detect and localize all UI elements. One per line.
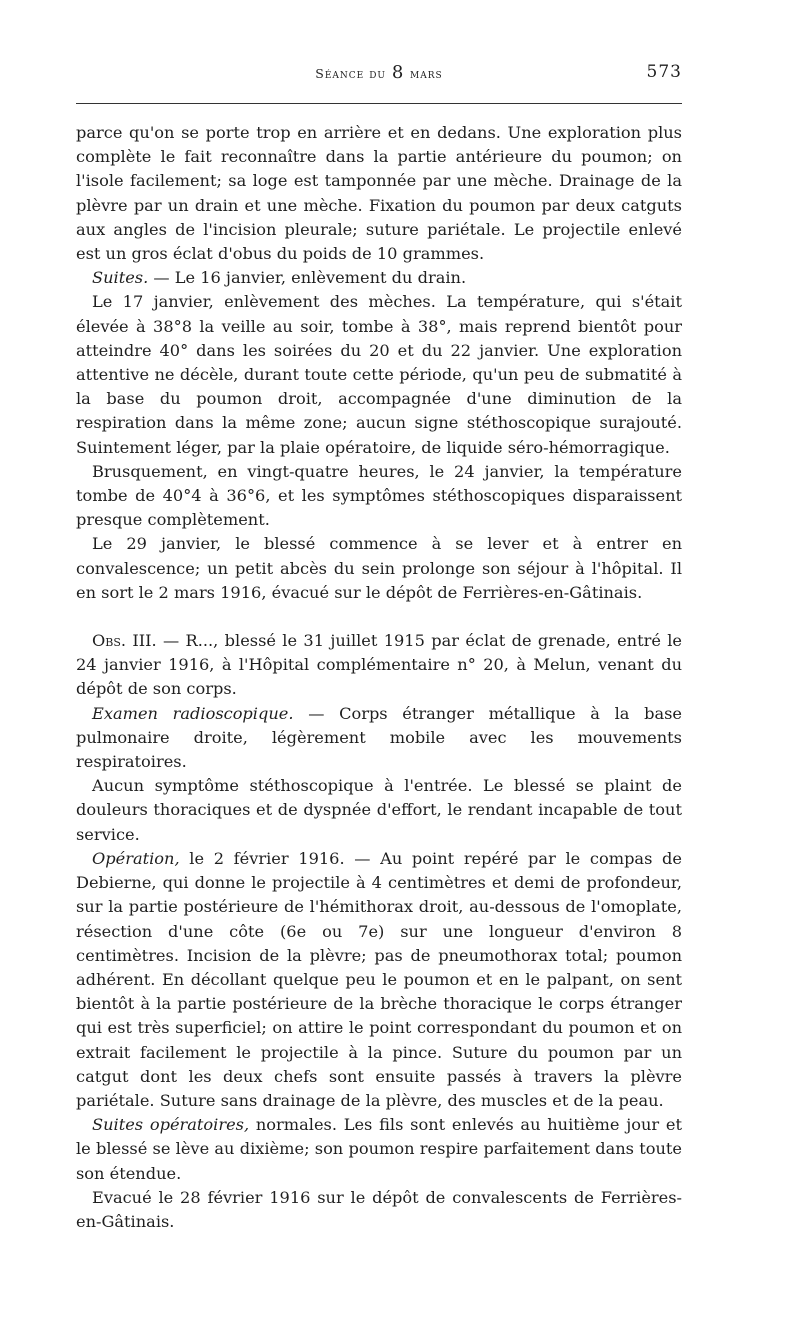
paragraph: Evacué le 28 février 1916 sur le dépôt de convalescents de Ferrières-en-Gâtinais. [76,1187,682,1231]
observation-label: Obs. III. [92,631,157,651]
running-title [76,62,682,83]
paragraph [76,266,682,290]
paragraph-label: Suites. [92,268,149,288]
paragraph: Brusquement, en vingt-quatre heures, le 24 janvier, la température tombe de 40°4 à 36°6, et les symptômes stéthoscopiques disparaissent presque complètement. [76,461,682,530]
paragraph [76,847,682,1113]
paragraph: Le 17 janvier, enlèvement des mèches. La température, qui s'était élevée à 38°8 la veille au soir, tombe à 38°, mais reprend bientôt pour atteindre 40° dans les soirées du 20 et du 22 janvier. Une exploration attentive ne décèle, durant toute cette période, qu'un peu de submatité à la base du poumon droit, accompagnée d'une diminution de la respiration dans la même zone; aucun signe stéthoscopique surajouté. Suintement léger, par la plaie opératoire, de liquide séro-hémorragique. [76,292,682,457]
running-title-day: 8 [391,62,405,83]
paragraph-text: normales. Les fils sont enlevés au huitième jour et le blessé se lève au dixième; son poumon respire parfaitement dans toute son étendue. [76,1115,682,1183]
paragraph: parce qu'on se porte trop en arrière et en dedans. Une exploration plus complète le fait reconnaître dans la partie antérieure du poumon; on l'isole facilement; sa loge est tamponnée par une mèche. Drainage de la plèvre par un drain et une mèche. Fixation du poumon par deux catguts aux angles de l'incision pleurale; suture pariétale. Le projectile enlevé est un gros éclat d'obus du poids de 10 grammes. [76,123,682,264]
header-rule [76,103,682,104]
paragraph [76,629,682,702]
paragraph-label: Suites opératoires, [92,1115,250,1135]
paragraph: Le 29 janvier, le blessé commence à se lever et à entrer en convalescence; un petit abcès du sein prolonge son séjour à l'hôpital. Il en sort le 2 mars 1916, évacué sur le dépôt de Ferrières-en-Gâtinais. [76,534,682,602]
paragraph-text: — R..., blessé le 31 juillet 1915 par éclat de grenade, entré le 24 janvier 1916, à l'Hôpital complémentaire n° 20, à Melun, venant du dépôt de son corps. [76,631,683,699]
paragraph-text: — Corps étranger métallique à la base pulmonaire droite, légèrement mobile avec les mouvements respiratoires. [76,703,683,772]
running-header [76,62,682,90]
paragraph-text: — Le 16 janvier, enlèvement du drain. [148,268,467,288]
running-title-text: Séance du [315,66,387,81]
body-text [76,121,682,1234]
page-number: 573 [646,62,682,82]
paragraph-label: Opération, [92,848,180,868]
paragraph-text: le 2 février 1916. — Au point repéré par le compas de Debierne, qui donne le projectile à 4 centimètres et demi de profondeur, sur la partie postérieure de l'hémithorax droit, au-dessous de l'omoplate, résection d'une côte (6e ou 7e) sur une longueur d'environ 8 centimètres. Incision de la plèvre; pas de pneumothorax total; poumon adhérent. En décollant quelque peu le poumon et en le palpant, on sent bientôt à la partie postérieure de la brèche thoracique le corps étranger qui est très superficiel; on attire le point correspondant du poumon et on extrait facilement le projectile à la pince. Suture du poumon par un catgut dont les deux chefs sont ensuite passés à travers la plèvre pariétale. Suture sans drainage de la plèvre, des muscles et de la peau. [76,848,682,1110]
paragraph [76,702,682,775]
running-title-month: mars [410,66,443,81]
paragraph-label: Examen radioscopique. [92,703,294,723]
paragraph: Aucun symptôme stéthoscopique à l'entrée. Le blessé se plaint de douleurs thoraciques et de dyspnée d'effort, le rendant incapable de tout service. [76,776,682,844]
paragraph [76,1113,682,1186]
